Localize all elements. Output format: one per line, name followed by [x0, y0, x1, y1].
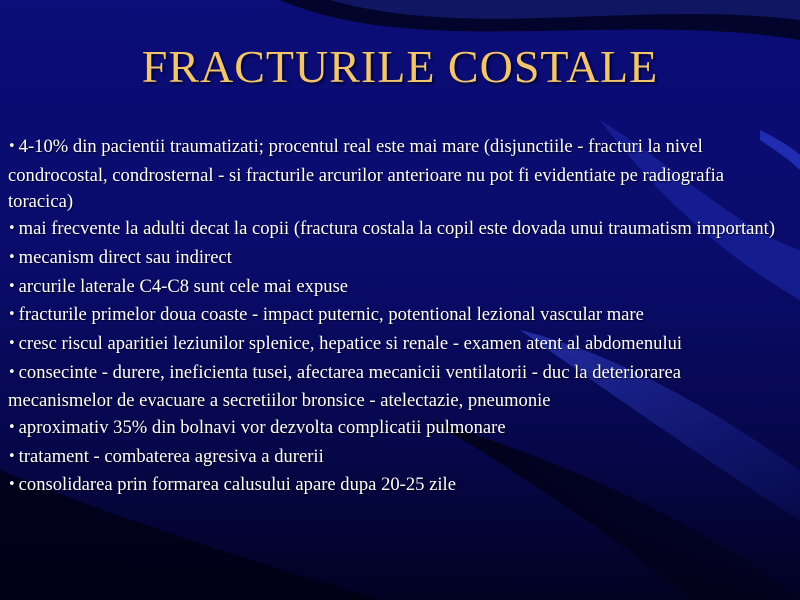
bullet-text: mecanism direct sau indirect	[18, 246, 232, 268]
bullet-item	[8, 472, 778, 501]
bullet-item	[8, 331, 778, 360]
bullet-dot-icon: •	[8, 448, 16, 464]
bullet-item	[8, 360, 778, 415]
bullet-text: fracturile primelor doua coaste - impact puternic, potentional lezional vascular mare	[18, 304, 644, 326]
bullet-item	[8, 216, 778, 245]
bullet-text: aproximativ 35% din bolnavi vor dezvolta complicatii pulmonare	[18, 417, 506, 439]
bullet-dot-icon: •	[8, 420, 16, 436]
bullet-text: mai frecvente la adulti decat la copii (fractura costala la copil este dovada unui traumatism important)	[18, 218, 776, 240]
bullet-dot-icon: •	[8, 477, 16, 493]
bullet-text: tratament - combaterea agresiva a durerii	[18, 445, 324, 467]
bullet-item	[8, 274, 778, 303]
bullet-dot-icon: •	[8, 221, 16, 237]
bullet-item	[8, 302, 778, 331]
bullet-item	[8, 134, 778, 216]
bullet-list	[8, 134, 778, 501]
bullet-item	[8, 245, 778, 274]
bullet-text: cresc riscul aparitiei leziunilor splenice, hepatice si renale - examen atent al abdomenului	[18, 332, 683, 354]
bullet-item	[8, 444, 778, 473]
bullet-text: consolidarea prin formarea calusului apare dupa 20-25 zile	[18, 474, 456, 496]
bullet-dot-icon: •	[8, 249, 16, 265]
bullet-text: consecinte - durere, ineficienta tusei, afectarea mecanicii ventilatorii - duc la deteriorarea mecanismelor de evacuare a secretiilor bronsice - atelectazie, pneumonie	[8, 361, 681, 412]
bullet-dot-icon: •	[8, 139, 16, 154]
bullet-dot-icon: •	[8, 364, 16, 380]
bullet-dot-icon: •	[8, 307, 16, 323]
bullet-text: arcurile laterale C4-C8 sunt cele mai expuse	[18, 275, 349, 297]
slide-title: FRACTURILE COSTALE	[141, 41, 659, 92]
bullet-dot-icon: •	[8, 278, 16, 294]
bullet-item	[8, 415, 778, 444]
bullet-dot-icon: •	[8, 335, 16, 351]
bullet-text: 4-10% din pacientii traumatizati; procentul real este mai mare (disjunctiile - fracturi la nivel condrocostal, condrosternal - si fracturile arcurilor anterioare nu pot fi evidentiate pe radiografia toracica)	[8, 136, 725, 213]
